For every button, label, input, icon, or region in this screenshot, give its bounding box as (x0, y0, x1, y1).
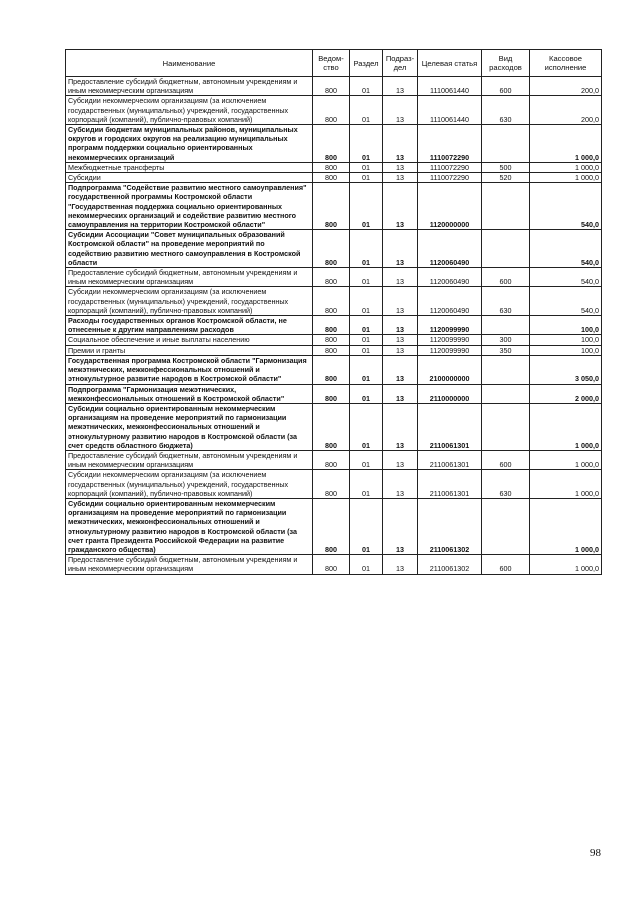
cell-vedomstvo: 800 (313, 384, 350, 403)
cell-target-article: 2110000000 (418, 384, 482, 403)
table-row (66, 125, 602, 163)
cell-expense-type (482, 384, 530, 403)
cell-cash-execution: 200,0 (530, 96, 602, 125)
cell-podrazdel: 13 (383, 77, 418, 96)
cell-vedomstvo: 800 (313, 96, 350, 125)
cell-expense-type: 600 (482, 555, 530, 574)
cell-cash-execution: 1 000,0 (530, 555, 602, 574)
cell-razdel: 01 (350, 268, 383, 287)
cell-podrazdel: 13 (383, 287, 418, 316)
table-row (66, 316, 602, 335)
table-row (66, 470, 602, 499)
table-row (66, 96, 602, 125)
cell-razdel: 01 (350, 173, 383, 183)
cell-expense-type: 600 (482, 268, 530, 287)
cell-cash-execution: 100,0 (530, 335, 602, 345)
cell-razdel: 01 (350, 162, 383, 172)
cell-podrazdel: 13 (383, 403, 418, 450)
cell-cash-execution: 1 000,0 (530, 470, 602, 499)
cell-name: Межбюджетные трансферты (66, 162, 313, 172)
cell-vedomstvo: 800 (313, 173, 350, 183)
table-body (66, 77, 602, 575)
cell-cash-execution: 100,0 (530, 345, 602, 355)
header-razdel: Раздел (350, 50, 383, 77)
cell-razdel: 01 (350, 555, 383, 574)
cell-name: Предоставление субсидий бюджетным, автономным учреждениям и иным некоммерческим организациям (66, 77, 313, 96)
cell-vedomstvo: 800 (313, 355, 350, 384)
cell-podrazdel: 13 (383, 345, 418, 355)
table-row (66, 498, 602, 554)
cell-vedomstvo: 800 (313, 555, 350, 574)
cell-vedomstvo: 800 (313, 345, 350, 355)
cell-vedomstvo: 800 (313, 268, 350, 287)
cell-razdel: 01 (350, 345, 383, 355)
table-row (66, 77, 602, 96)
cell-podrazdel: 13 (383, 355, 418, 384)
cell-name: Субсидии социально ориентированным некоммерческим организациям на проведение мероприятий по гармонизации межэтнических, межконфессиональных отношений и этнокультурному развитию народов в Костромской области (за счет средств областного бюджета) (66, 403, 313, 450)
cell-name: Субсидии некоммерческим организациям (за исключением государственных (муниципальных) учреждений, государственных корпораций (компаний), публично-правовых компаний) (66, 287, 313, 316)
cell-expense-type: 500 (482, 162, 530, 172)
cell-name: Подпрограмма "Содействие развитию местного самоуправления" государственной программы Костромской области "Государственная поддержка социально ориентированных некоммерческих организаций и содействие развитию местного самоуправления на территории Костромской области" (66, 183, 313, 230)
table-row (66, 183, 602, 230)
cell-podrazdel: 13 (383, 384, 418, 403)
cell-target-article: 1110061440 (418, 96, 482, 125)
cell-expense-type: 520 (482, 173, 530, 183)
cell-razdel: 01 (350, 77, 383, 96)
table-row (66, 403, 602, 450)
cell-cash-execution: 100,0 (530, 316, 602, 335)
cell-target-article: 1110072290 (418, 173, 482, 183)
cell-target-article: 1120060490 (418, 287, 482, 316)
table-row (66, 268, 602, 287)
table-row (66, 450, 602, 469)
cell-cash-execution: 1 000,0 (530, 173, 602, 183)
cell-vedomstvo: 800 (313, 470, 350, 499)
cell-name: Социальное обеспечение и иные выплаты населению (66, 335, 313, 345)
page-number: 98 (590, 847, 601, 859)
cell-podrazdel: 13 (383, 498, 418, 554)
cell-razdel: 01 (350, 96, 383, 125)
cell-vedomstvo: 800 (313, 498, 350, 554)
cell-target-article: 1120060490 (418, 230, 482, 268)
cell-vedomstvo: 800 (313, 287, 350, 316)
cell-expense-type (482, 403, 530, 450)
header-cash-execution: Кассовое исполнение (530, 50, 602, 77)
cell-name: Предоставление субсидий бюджетным, автономным учреждениям и иным некоммерческим организациям (66, 555, 313, 574)
table-header-row (66, 50, 602, 77)
cell-name: Субсидии некоммерческим организациям (за исключением государственных (муниципальных) учреждений, государственных корпораций (компаний), публично-правовых компаний) (66, 470, 313, 499)
cell-vedomstvo: 800 (313, 450, 350, 469)
cell-expense-type: 300 (482, 335, 530, 345)
table-row (66, 287, 602, 316)
cell-name: Государственная программа Костромской области "Гармонизация межэтнических, межконфессиональных отношений и этнокультурное развитие народов в Костромской области" (66, 355, 313, 384)
budget-table (65, 49, 602, 575)
cell-name: Расходы государственных органов Костромской области, не отнесенные к другим направлениям расходов (66, 316, 313, 335)
table-row (66, 173, 602, 183)
cell-expense-type (482, 230, 530, 268)
cell-cash-execution: 1 000,0 (530, 162, 602, 172)
header-podrazdel: Подраз-дел (383, 50, 418, 77)
cell-name: Субсидии бюджетам муниципальных районов, муниципальных округов и городских округов на реализацию муниципальных программ поддержки социально ориентированных некоммерческих организаций (66, 125, 313, 163)
cell-razdel: 01 (350, 450, 383, 469)
cell-target-article: 1120060490 (418, 268, 482, 287)
cell-target-article: 1110072290 (418, 125, 482, 163)
cell-cash-execution: 2 000,0 (530, 384, 602, 403)
header-expense-type: Вид расходов (482, 50, 530, 77)
cell-vedomstvo: 800 (313, 230, 350, 268)
cell-razdel: 01 (350, 335, 383, 345)
cell-vedomstvo: 800 (313, 77, 350, 96)
cell-name: Субсидии социально ориентированным некоммерческим организациям на проведение мероприятий по гармонизации межэтнических, межконфессиональных отношений и этнокультурному развитию народов в Костромской области (за счет гранта Президента Российской Федерации на развитие гражданского общества) (66, 498, 313, 554)
cell-podrazdel: 13 (383, 335, 418, 345)
cell-expense-type (482, 316, 530, 335)
cell-target-article: 2100000000 (418, 355, 482, 384)
table-row (66, 355, 602, 384)
table-row (66, 345, 602, 355)
cell-podrazdel: 13 (383, 450, 418, 469)
cell-target-article: 2110061301 (418, 403, 482, 450)
cell-razdel: 01 (350, 125, 383, 163)
cell-name: Субсидии Ассоциации "Совет муниципальных образований Костромской области" на проведение мероприятий по содействию развитию местного самоуправления в Костромской области (66, 230, 313, 268)
cell-cash-execution: 540,0 (530, 183, 602, 230)
table-row (66, 162, 602, 172)
cell-expense-type: 630 (482, 96, 530, 125)
header-name: Наименование (66, 50, 313, 77)
cell-target-article: 1120000000 (418, 183, 482, 230)
cell-razdel: 01 (350, 403, 383, 450)
table-row (66, 335, 602, 345)
cell-razdel: 01 (350, 230, 383, 268)
cell-razdel: 01 (350, 498, 383, 554)
cell-name: Премии и гранты (66, 345, 313, 355)
budget-table-sheet (65, 49, 601, 575)
cell-cash-execution: 540,0 (530, 287, 602, 316)
cell-vedomstvo: 800 (313, 183, 350, 230)
cell-cash-execution: 1 000,0 (530, 125, 602, 163)
cell-expense-type (482, 183, 530, 230)
cell-expense-type (482, 125, 530, 163)
cell-target-article: 2110061301 (418, 450, 482, 469)
cell-vedomstvo: 800 (313, 403, 350, 450)
cell-target-article: 1110072290 (418, 162, 482, 172)
cell-target-article: 2110061302 (418, 498, 482, 554)
cell-vedomstvo: 800 (313, 316, 350, 335)
cell-razdel: 01 (350, 470, 383, 499)
cell-name: Предоставление субсидий бюджетным, автономным учреждениям и иным некоммерческим организациям (66, 268, 313, 287)
cell-expense-type: 630 (482, 470, 530, 499)
cell-razdel: 01 (350, 355, 383, 384)
cell-podrazdel: 13 (383, 470, 418, 499)
cell-vedomstvo: 800 (313, 125, 350, 163)
cell-expense-type: 630 (482, 287, 530, 316)
cell-podrazdel: 13 (383, 230, 418, 268)
cell-target-article: 1120099990 (418, 335, 482, 345)
cell-cash-execution: 540,0 (530, 230, 602, 268)
cell-name: Подпрограмма "Гармонизация межэтнических, межконфессиональных отношений в Костромской области" (66, 384, 313, 403)
cell-expense-type (482, 355, 530, 384)
cell-cash-execution: 540,0 (530, 268, 602, 287)
cell-razdel: 01 (350, 183, 383, 230)
cell-target-article: 2110061301 (418, 470, 482, 499)
cell-podrazdel: 13 (383, 125, 418, 163)
cell-vedomstvo: 800 (313, 335, 350, 345)
cell-target-article: 1120099990 (418, 345, 482, 355)
cell-cash-execution: 1 000,0 (530, 498, 602, 554)
cell-cash-execution: 3 050,0 (530, 355, 602, 384)
cell-podrazdel: 13 (383, 268, 418, 287)
cell-razdel: 01 (350, 287, 383, 316)
cell-target-article: 2110061302 (418, 555, 482, 574)
cell-expense-type: 350 (482, 345, 530, 355)
table-row (66, 555, 602, 574)
cell-cash-execution: 200,0 (530, 77, 602, 96)
cell-podrazdel: 13 (383, 96, 418, 125)
table-row (66, 384, 602, 403)
cell-podrazdel: 13 (383, 555, 418, 574)
cell-podrazdel: 13 (383, 173, 418, 183)
cell-razdel: 01 (350, 384, 383, 403)
cell-name: Субсидии (66, 173, 313, 183)
header-target-article: Целевая статья (418, 50, 482, 77)
cell-vedomstvo: 800 (313, 162, 350, 172)
cell-target-article: 1110061440 (418, 77, 482, 96)
cell-cash-execution: 1 000,0 (530, 450, 602, 469)
cell-razdel: 01 (350, 316, 383, 335)
cell-name: Предоставление субсидий бюджетным, автономным учреждениям и иным некоммерческим организациям (66, 450, 313, 469)
table-row (66, 230, 602, 268)
cell-cash-execution: 1 000,0 (530, 403, 602, 450)
cell-expense-type (482, 498, 530, 554)
cell-expense-type: 600 (482, 77, 530, 96)
cell-podrazdel: 13 (383, 162, 418, 172)
cell-podrazdel: 13 (383, 183, 418, 230)
cell-podrazdel: 13 (383, 316, 418, 335)
cell-name: Субсидии некоммерческим организациям (за исключением государственных (муниципальных) учреждений, государственных корпораций (компаний), публично-правовых компаний) (66, 96, 313, 125)
cell-expense-type: 600 (482, 450, 530, 469)
cell-target-article: 1120099990 (418, 316, 482, 335)
header-vedomstvo: Ведом-ство (313, 50, 350, 77)
